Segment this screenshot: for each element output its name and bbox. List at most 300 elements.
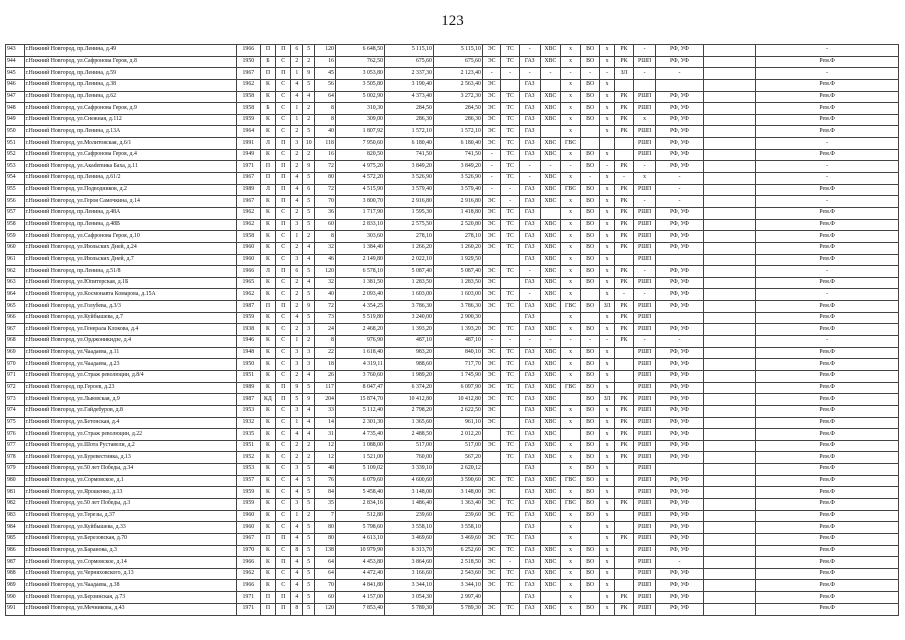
table-cell [614,149,634,161]
table-cell: ЭС [482,103,501,115]
table-cell: х [600,359,614,371]
table-cell: ВО [580,370,600,382]
table-cell: ТС [501,603,520,615]
table-cell: 120 [315,266,336,278]
table-row [6,498,899,510]
table-cell: х [600,114,614,126]
table-row [6,103,899,115]
table-cell: 4 [291,429,303,441]
table-cell: РФ, УФ [655,324,703,336]
table-cell: ВО [580,405,600,417]
table-cell: 487,10 [384,336,433,348]
table-cell: 8 [291,545,303,557]
table-cell: Рем.Ф [756,429,899,441]
table-cell: К [260,196,275,208]
table-cell: ТС [501,370,520,382]
table-cell: ВО [580,510,600,522]
table-cell: 10 412,80 [384,394,433,406]
table-cell: ГАЗ [519,347,540,359]
table-cell: 8 [315,336,336,348]
table-cell: РШП [634,580,656,592]
table-cell: ХВС [540,405,561,417]
table-cell: 7 950,60 [335,138,384,150]
table-cell: - [482,173,501,185]
table-cell: г.Нижний Новгород, ул.Подводников, д.2 [24,184,236,196]
table-cell: ВО [580,347,600,359]
table-cell [703,336,755,348]
table-cell: ХВС [540,417,561,429]
table-cell: 1950 [236,359,260,371]
table-cell: 1967 [236,68,260,80]
table-cell: 3 558,10 [384,522,433,534]
table-cell [703,277,755,289]
table-cell: ХВС [540,45,561,57]
table-row [6,196,899,208]
table-cell: Рем.Ф [756,580,899,592]
table-cell: РФ, УФ [655,207,703,219]
table-cell: ВО [580,359,600,371]
table-cell [614,557,634,569]
table-cell: ЭС [482,289,501,301]
table-cell: Рем.Ф [756,324,899,336]
table-cell: 8 [315,231,336,243]
table-cell: 6 252,60 [433,545,482,557]
table-cell: 1935 [236,429,260,441]
table-cell: ГАЗ [519,405,540,417]
table-cell: ЗЛ [600,394,614,406]
table-cell: 40 [315,126,336,138]
table-cell: ГАЗ [519,464,540,476]
table-cell: ВО [580,91,600,103]
table-cell: П [276,557,291,569]
table-cell: х [600,231,614,243]
table-cell: ТС [501,242,520,254]
table-cell: ХВС [540,580,561,592]
table-cell: 32 [315,277,336,289]
table-cell: П [260,68,275,80]
table-cell: Рем.Ф [756,452,899,464]
table-cell: - [519,68,540,80]
table-cell: ВО [580,498,600,510]
table-cell: г.Нижний Новгород, ул.Молитовская, д.6/1 [24,138,236,150]
table-cell: 3 849,20 [384,161,433,173]
table-cell: П [276,219,291,231]
table-cell: х [561,56,581,68]
table-cell: РШП [634,533,656,545]
table-cell: ХВС [540,56,561,68]
table-cell: г.Нижний Новгород, ул.Баранова, д.3 [24,545,236,557]
table-cell: С [276,324,291,336]
table-cell: РШП [634,545,656,557]
table-cell: 963 [6,277,25,289]
table-cell: х [561,603,581,615]
table-cell: Рем.Ф [756,498,899,510]
table-cell: 2 022,10 [384,254,433,266]
table-cell: ВО [580,557,600,569]
table-cell: 2 [303,231,315,243]
table-cell: ХВС [540,347,561,359]
table-cell: П [276,196,291,208]
table-cell: 3 526,90 [384,173,433,185]
table-cell: К [260,370,275,382]
table-cell: х [600,56,614,68]
table-cell: ТС [501,45,520,57]
table-cell: Рем.Ф [756,114,899,126]
table-cell: ЭС [482,219,501,231]
table-cell: 3 786,30 [384,301,433,313]
table-cell: ХВС [540,91,561,103]
table-cell: Рем.Ф [756,568,899,580]
table-cell: ЭС [482,580,501,592]
table-cell: 2 012,20 [433,429,482,441]
table-row [6,231,899,243]
table-cell: ВО [580,568,600,580]
table-cell: 2 [291,289,303,301]
table-cell: 1 [291,231,303,243]
table-cell: 2 [303,336,315,348]
table-cell: х [600,242,614,254]
table-cell: П [276,45,291,57]
table-cell: РК [614,603,634,615]
table-cell: 284,50 [384,103,433,115]
table-cell: х [600,370,614,382]
table-cell: г.Нижний Новгород, ул.Буревестника, д.13 [24,452,236,464]
table-cell: 5 [303,580,315,592]
table-cell: 1989 [236,382,260,394]
table-cell: ВО [580,149,600,161]
table-cell: С [276,545,291,557]
table-cell: ТС [501,452,520,464]
table-cell: К [260,452,275,464]
table-cell: ХВС [540,242,561,254]
table-row [6,277,899,289]
table-cell: 36 [315,207,336,219]
table-cell: РФ, УФ [655,394,703,406]
table-cell: ЭС [482,417,501,429]
table-cell: ТС [501,580,520,592]
table-cell: 10 412,80 [433,394,482,406]
table-cell [600,138,614,150]
table-cell: ЭС [482,79,501,91]
table-cell: РФ, УФ [655,522,703,534]
table-row [6,324,899,336]
table-cell [703,91,755,103]
table-cell: 6 [291,266,303,278]
table-cell: 117 [315,382,336,394]
table-cell: 3 505,80 [335,79,384,91]
table-cell: 80 [315,522,336,534]
table-cell: С [276,56,291,68]
table-cell [501,487,520,499]
table-row [6,242,899,254]
table-cell: 5 519,80 [335,312,384,324]
table-cell: х [561,440,581,452]
table-cell: х [600,533,614,545]
table-cell [501,592,520,604]
table-cell: 4 [303,370,315,382]
table-cell: 2 916,80 [384,196,433,208]
table-cell: С [276,568,291,580]
table-cell [703,522,755,534]
table-cell: ЭС [482,510,501,522]
table-cell: ХВС [540,149,561,161]
table-cell: 5 [303,487,315,499]
table-cell: 2 [303,103,315,115]
table-cell: 972 [6,382,25,394]
table-cell: х [600,347,614,359]
table-cell: 1962 [236,568,260,580]
table-cell: 286,30 [384,114,433,126]
table-cell [703,56,755,68]
table-cell: Л [260,184,275,196]
table-cell: ВО [580,266,600,278]
table-cell [501,464,520,476]
table-cell: ВО [580,254,600,266]
table-cell: 5 112,40 [335,405,384,417]
table-cell: С [276,452,291,464]
housing-registry-body [6,45,899,616]
table-cell: ЭС [482,231,501,243]
table-cell: 26 [315,370,336,382]
table-cell: 1962 [236,207,260,219]
table-cell: 952 [6,149,25,161]
table-cell: ГАЗ [519,56,540,68]
table-cell: х [561,45,581,57]
table-cell: ТС [501,149,520,161]
table-cell: 3 558,10 [433,522,482,534]
table-cell: ТС [501,359,520,371]
table-cell: С [276,429,291,441]
table-cell: К [260,405,275,417]
table-cell: х [600,173,614,185]
table-cell [703,382,755,394]
table-cell: К [260,324,275,336]
table-cell: 2 468,20 [335,324,384,336]
table-cell: РК [614,301,634,313]
table-cell: 3 [291,138,303,150]
table-cell [703,347,755,359]
table-cell: 76 [315,475,336,487]
table-cell: г.Нижний Новгород, ул.Сафронова Героя, д.10 [24,231,236,243]
table-cell: 820,50 [335,149,384,161]
table-cell [703,475,755,487]
table-cell: 1971 [236,161,260,173]
table-cell [703,533,755,545]
table-cell [614,568,634,580]
table-cell: 2 [303,440,315,452]
table-cell: - [756,266,899,278]
table-cell: ТС [501,207,520,219]
table-row [6,382,899,394]
table-cell: ТС [501,301,520,313]
table-cell: 943 [6,45,25,57]
table-cell: Рем.Ф [756,103,899,115]
table-cell: РК [614,429,634,441]
table-cell [580,138,600,150]
table-cell: 1932 [236,417,260,429]
table-cell: г.Нижний Новгород, ул.Гайдебуров, д.8 [24,405,236,417]
table-cell: ХВС [540,440,561,452]
table-cell [614,79,634,91]
table-cell: х [600,266,614,278]
table-cell: С [276,464,291,476]
housing-registry-table [5,44,899,616]
table-cell: Рем.Ф [756,592,899,604]
table-row [6,149,899,161]
table-cell: ХВС [540,557,561,569]
table-cell: 4 [303,417,315,429]
table-cell: 18 [315,359,336,371]
table-cell: РФ, УФ [655,382,703,394]
table-cell: 2 [291,207,303,219]
table-cell [614,580,634,592]
table-cell: 978 [6,452,25,464]
table-cell: РФ, УФ [655,347,703,359]
table-cell [703,498,755,510]
table-cell: - [561,161,581,173]
table-row [6,45,899,57]
table-cell: Рем.Ф [756,91,899,103]
table-cell: 64 [315,568,336,580]
table-cell: - [519,266,540,278]
table-cell [614,464,634,476]
table-cell: 2 575,50 [384,219,433,231]
table-cell: 3 786,30 [433,301,482,313]
table-cell: ВО [580,394,600,406]
table-cell: РК [614,126,634,138]
table-cell: ГАЗ [519,533,540,545]
table-cell: П [276,161,291,173]
table-cell: ЭС [482,533,501,545]
table-cell: 80 [315,173,336,185]
table-cell: г.Нижний Новгород, ул.Терезы, д.37 [24,510,236,522]
table-cell: 9 [303,394,315,406]
table-cell: 45 [315,68,336,80]
table-cell: 5 [303,312,315,324]
table-cell: ТС [501,440,520,452]
table-cell: 961 [6,254,25,266]
table-cell: 118 [315,138,336,150]
table-cell: 1951 [236,370,260,382]
table-cell: П [276,68,291,80]
table-cell: 1 717,90 [335,207,384,219]
table-cell: 309,00 [335,114,384,126]
table-cell: 984 [6,522,25,534]
table-cell: ХВС [540,184,561,196]
table-row [6,429,899,441]
table-cell: ХВС [540,568,561,580]
table-cell: х [600,440,614,452]
table-cell: РФ, УФ [655,487,703,499]
table-cell: КД [260,394,275,406]
table-row [6,557,899,569]
table-cell: Рем.Ф [756,475,899,487]
table-cell: РШП [634,592,656,604]
table-cell: 2 997,40 [433,592,482,604]
table-cell [703,592,755,604]
table-cell: х [600,149,614,161]
table-cell: - [634,289,656,301]
table-cell: 22 [315,347,336,359]
table-cell: - [501,184,520,196]
table-cell: ГАЗ [519,557,540,569]
table-cell: г.Нижний Новгород, ул.Орджоникидзе, д.4 [24,336,236,348]
table-cell [703,161,755,173]
table-cell: ГАЗ [519,510,540,522]
table-cell: г.Нижний Новгород, ул.Июльских Дней, д.24 [24,242,236,254]
table-cell: 3 148,00 [384,487,433,499]
table-cell: РК [614,266,634,278]
table-cell: Рем.Ф [756,603,899,615]
table-cell: РК [614,498,634,510]
table-row [6,56,899,68]
table-cell [501,312,520,324]
table-cell: П [260,161,275,173]
table-cell: 3 272,30 [433,91,482,103]
table-cell: х [600,557,614,569]
table-cell: 3 [291,347,303,359]
table-cell: - [655,557,703,569]
table-cell: ВО [580,45,600,57]
table-cell: 4 319,11 [335,359,384,371]
table-row [6,266,899,278]
table-cell [655,464,703,476]
table-cell: 2 [291,242,303,254]
table-cell: ЭС [482,440,501,452]
table-row [6,452,899,464]
table-cell [703,242,755,254]
table-cell: 33 [315,405,336,417]
table-cell [482,464,501,476]
table-cell: Рем.Ф [756,382,899,394]
table-cell: 4 600,60 [384,475,433,487]
table-row [6,347,899,359]
table-cell: 5 [303,266,315,278]
table-cell: 5 [303,603,315,615]
table-cell: - [482,161,501,173]
table-cell: 741,50 [384,149,433,161]
table-cell [703,370,755,382]
table-cell: 4 [303,242,315,254]
table-cell: г.Нижний Новгород, ул.Сафронова Героя, д.4 [24,149,236,161]
table-cell: х [600,452,614,464]
table-cell: 35 [315,498,336,510]
table-cell [614,359,634,371]
table-cell: 956 [6,196,25,208]
table-cell: х [600,126,614,138]
table-cell: 2 900,30 [433,312,482,324]
table-cell: - [600,336,614,348]
table-cell: С [276,277,291,289]
table-cell: 1 603,00 [384,289,433,301]
table-cell: - [756,289,899,301]
table-cell: 3 240,00 [384,312,433,324]
table-cell: 960 [6,242,25,254]
table-cell: х [561,219,581,231]
table-cell: ХВС [540,603,561,615]
table-cell: 3 [291,498,303,510]
table-cell: ГАЗ [519,498,540,510]
table-cell [540,522,561,534]
table-cell: г.Нижний Новгород, ул.Июльских Дней, д.7 [24,254,236,266]
table-cell: РШП [634,498,656,510]
table-cell: ЭС [482,138,501,150]
table-cell: 983,20 [384,347,433,359]
table-cell: РФ, УФ [655,242,703,254]
table-cell: - [634,161,656,173]
table-cell: РК [614,161,634,173]
table-row [6,464,899,476]
